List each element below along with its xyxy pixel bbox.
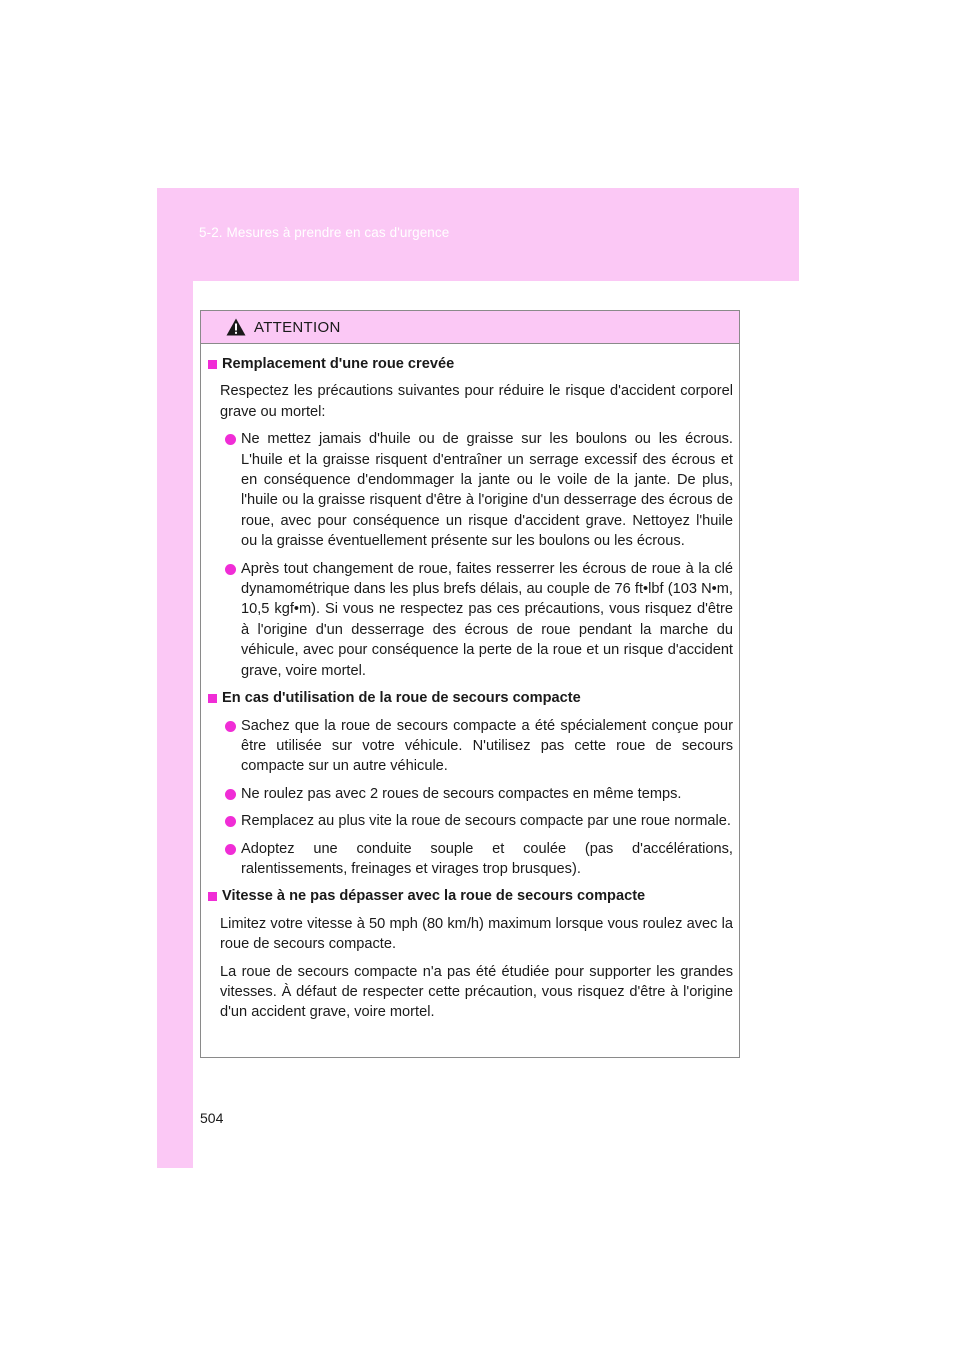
section-title: 5-2. Mesures à prendre en cas d'urgence bbox=[199, 225, 450, 240]
round-bullet-icon bbox=[225, 564, 236, 575]
list-item bbox=[207, 784, 733, 804]
section-heading-text: Remplacement d'une roue crevée bbox=[222, 356, 455, 372]
list-item bbox=[207, 429, 733, 551]
square-bullet-icon bbox=[208, 892, 217, 901]
list-item-text: Ne mettez jamais d'huile ou de graisse sur les boulons ou les écrous. L'huile et la graisse risquent d'entraîner un serrage excessif des écrous et en conséquence d'endommager la jante ou le voile de la jante. De plus, l'huile ou la graisse risquent d'être à l'origine d'un desserrage des écrous de roue, avec pour conséquence un risque d'accident grave. Nettoyez l'huile ou la graisse éventuellement présente sur les boulons ou les écrous. bbox=[241, 431, 733, 550]
round-bullet-icon bbox=[225, 789, 236, 800]
list-item bbox=[207, 811, 733, 831]
left-margin-strip bbox=[157, 281, 193, 1168]
warning-header bbox=[201, 311, 739, 344]
list-item-text: Sachez que la roue de secours compacte a été spécialement conçue pour être utilisée sur votre véhicule. N'utilisez pas cette roue de secours compacte sur un autre véhicule. bbox=[241, 717, 733, 775]
list-item-text: Adoptez une conduite souple et coulée (pas d'accélérations, ralentissements, freinages et virages trop brusques). bbox=[241, 840, 733, 877]
paragraph: La roue de secours compacte n'a pas été étudiée pour supporter les grandes vitesses. À défaut de respecter cette précaution, vous risquez d'être à l'origine d'un accident grave, voire mortel. bbox=[220, 963, 733, 1021]
square-bullet-icon bbox=[208, 694, 217, 703]
warning-triangle-icon bbox=[226, 318, 246, 336]
warning-body bbox=[201, 344, 739, 1023]
list-item-text: Ne roulez pas avec 2 roues de secours compactes en même temps. bbox=[241, 785, 682, 802]
round-bullet-icon bbox=[225, 844, 236, 855]
section-heading-text: En cas d'utilisation de la roue de secours compacte bbox=[222, 690, 581, 707]
round-bullet-icon bbox=[225, 434, 236, 445]
warning-title: ATTENTION bbox=[254, 318, 341, 336]
round-bullet-icon bbox=[225, 721, 236, 732]
paragraph: Limitez votre vitesse à 50 mph (80 km/h) maximum lorsque vous roulez avec la roue de secours compacte. bbox=[220, 915, 733, 953]
list-item-text: Remplacez au plus vite la roue de secours compacte par une roue normale. bbox=[241, 813, 731, 830]
list-item-text: Après tout changement de roue, faites resserrer les écrous de roue à la clé dynamométrique dans les plus brefs délais, au couple de 76 ft•lbf (103 N•m, 10,5 kgf•m). Si vous ne respectez pas ces précautions, vous risquez d'être à l'origine d'un desserrage des écrous de roue pendant la marche du véhicule, avec pour conséquence la perte de la roue et un risque d'accident grave, voire mortel. bbox=[241, 560, 733, 679]
section-heading bbox=[207, 688, 733, 708]
section-heading bbox=[207, 886, 733, 906]
warning-box bbox=[200, 310, 740, 1058]
list-item bbox=[207, 559, 733, 681]
round-bullet-icon bbox=[225, 816, 236, 827]
square-bullet-icon bbox=[208, 360, 217, 369]
section-heading bbox=[207, 354, 733, 374]
list-item bbox=[207, 716, 733, 777]
page-number: 504 bbox=[200, 1110, 224, 1126]
list-item bbox=[207, 839, 733, 880]
paragraph: Respectez les précautions suivantes pour réduire le risque d'accident corporel grave ou mortel: bbox=[220, 383, 733, 420]
section-heading-text: Vitesse à ne pas dépasser avec la roue de secours compacte bbox=[222, 888, 646, 905]
